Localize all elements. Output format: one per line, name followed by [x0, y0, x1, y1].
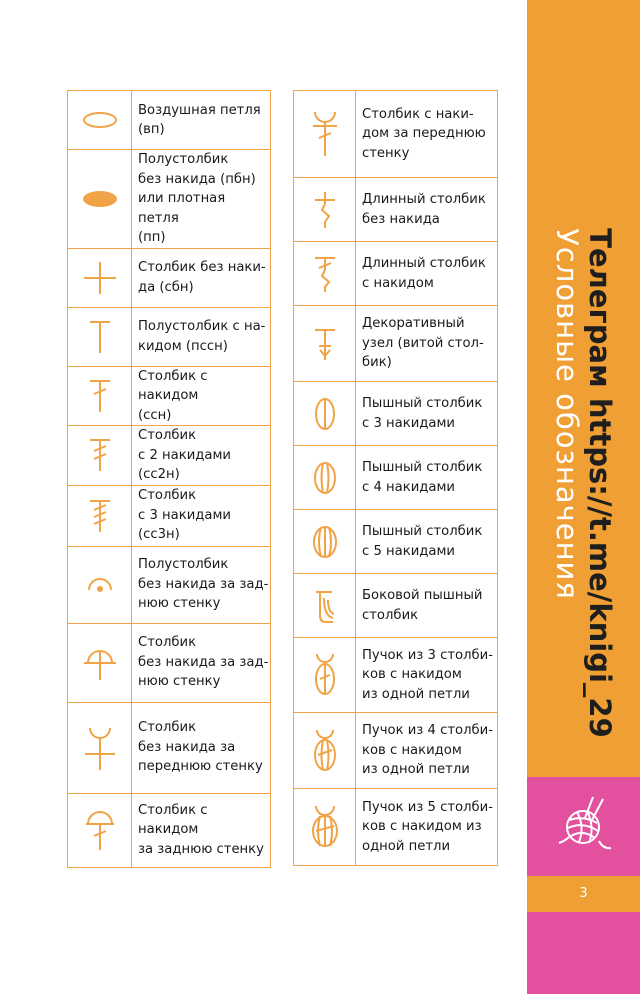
table-row — [68, 307, 271, 366]
telegram-link[interactable]: Телеграм https://t.me/knigi_29 — [583, 228, 617, 738]
cluster-5-icon — [305, 804, 345, 850]
side-puff-icon — [305, 586, 345, 626]
symbol-cell — [294, 382, 356, 446]
half-double-icon — [80, 319, 120, 355]
double-treble-icon — [80, 498, 120, 534]
symbol-cell — [294, 638, 356, 713]
double-crochet-icon — [80, 378, 120, 414]
single-crochet-icon — [80, 260, 120, 296]
symbol-description: Полустолбик с на- кидом (пссн) — [132, 307, 271, 366]
symbol-description: Столбик с накидом (ссн) — [132, 366, 271, 426]
symbol-description: Декоративный узел (витой стол- бик) — [356, 306, 498, 382]
symbol-description: Столбик без наки- да (сбн) — [132, 248, 271, 307]
symbol-cell — [294, 446, 356, 510]
table-row — [68, 485, 271, 546]
table-row — [294, 574, 498, 638]
table-row — [294, 178, 498, 242]
table-row — [68, 546, 271, 623]
table-row — [294, 242, 498, 306]
table-row — [68, 91, 271, 150]
symbol-description: Пышный столбик с 4 накидами — [356, 446, 498, 510]
table-row — [294, 638, 498, 713]
symbol-cell — [294, 713, 356, 789]
symbol-description: Столбик с наки- дом за переднюю стенку — [356, 91, 498, 178]
sidebar — [527, 0, 640, 994]
symbols-table-right — [293, 90, 498, 866]
symbol-description: Пучок из 5 столби- ков с накидом из одной петли — [356, 789, 498, 866]
table-row — [294, 510, 498, 574]
table-row — [294, 91, 498, 178]
symbol-cell — [68, 546, 132, 623]
puff-5-icon — [305, 522, 345, 562]
symbol-description: Столбик без накида за переднюю стенку — [132, 702, 271, 793]
table-row — [68, 623, 271, 702]
symbol-description: Пучок из 4 столби- ков с накидом из одной петли — [356, 713, 498, 789]
table-row — [68, 426, 271, 486]
front-loop-single-icon — [80, 723, 120, 773]
symbol-cell — [68, 150, 132, 249]
puff-4-icon — [305, 458, 345, 498]
table-row — [294, 306, 498, 382]
front-loop-double-icon — [305, 109, 345, 159]
cluster-3-icon — [305, 652, 345, 698]
symbol-description: Полустолбик без накида за зад- нюю стенку — [132, 546, 271, 623]
table-row — [68, 793, 271, 867]
symbol-cell — [294, 510, 356, 574]
symbol-description: Пышный столбик с 3 накидами — [356, 382, 498, 446]
symbol-description: Полустолбик без накида (пбн) или плотная петля (пп) — [132, 150, 271, 249]
symbol-cell — [294, 574, 356, 638]
page-number: 3 — [527, 876, 640, 912]
section-heading: Условные обозначения — [550, 228, 584, 600]
back-loop-double-icon — [80, 807, 120, 853]
table-row — [68, 366, 271, 426]
chain-oval-icon — [80, 105, 120, 135]
symbol-cell — [68, 307, 132, 366]
symbol-cell — [294, 306, 356, 382]
cluster-4-icon — [305, 728, 345, 774]
symbols-table-left — [67, 90, 271, 868]
symbol-description: Боковой пышный столбик — [356, 574, 498, 638]
symbol-cell — [68, 426, 132, 486]
symbol-description: Длинный столбик без накида — [356, 178, 498, 242]
yarn-ball-icon — [555, 793, 615, 855]
table-row — [68, 248, 271, 307]
symbol-cell — [68, 485, 132, 546]
table-row — [68, 702, 271, 793]
decorative-knot-icon — [305, 324, 345, 364]
puff-3-icon — [305, 394, 345, 434]
symbol-description: Длинный столбик с накидом — [356, 242, 498, 306]
symbol-description: Столбик с 3 накидами (сс3н) — [132, 485, 271, 546]
symbol-description: Воздушная петля (вп) — [132, 91, 271, 150]
symbol-cell — [294, 789, 356, 866]
symbol-cell — [68, 248, 132, 307]
symbol-cell — [68, 623, 132, 702]
table-row — [294, 713, 498, 789]
symbol-description: Столбик с 2 накидами (сс2н) — [132, 426, 271, 486]
symbol-cell — [294, 91, 356, 178]
symbol-description: Столбик без накида за зад- нюю стенку — [132, 623, 271, 702]
slip-stitch-icon — [80, 184, 120, 214]
symbol-cell — [68, 793, 132, 867]
symbol-cell — [68, 702, 132, 793]
back-loop-single-icon — [80, 643, 120, 683]
back-loop-slip-icon — [80, 570, 120, 600]
symbol-cell — [294, 242, 356, 306]
treble-icon — [80, 437, 120, 473]
long-single-icon — [305, 190, 345, 230]
symbol-description: Пышный столбик с 5 накидами — [356, 510, 498, 574]
chapter-title — [550, 228, 616, 738]
symbol-cell — [294, 178, 356, 242]
long-double-icon — [305, 254, 345, 294]
table-row — [294, 446, 498, 510]
table-row — [294, 789, 498, 866]
table-row — [294, 382, 498, 446]
symbol-cell — [68, 91, 132, 150]
symbol-description: Пучок из 3 столби- ков с накидом из одной петли — [356, 638, 498, 713]
symbol-cell — [68, 366, 132, 426]
symbol-description: Столбик с накидом за заднюю стенку — [132, 793, 271, 867]
table-row — [68, 150, 271, 249]
